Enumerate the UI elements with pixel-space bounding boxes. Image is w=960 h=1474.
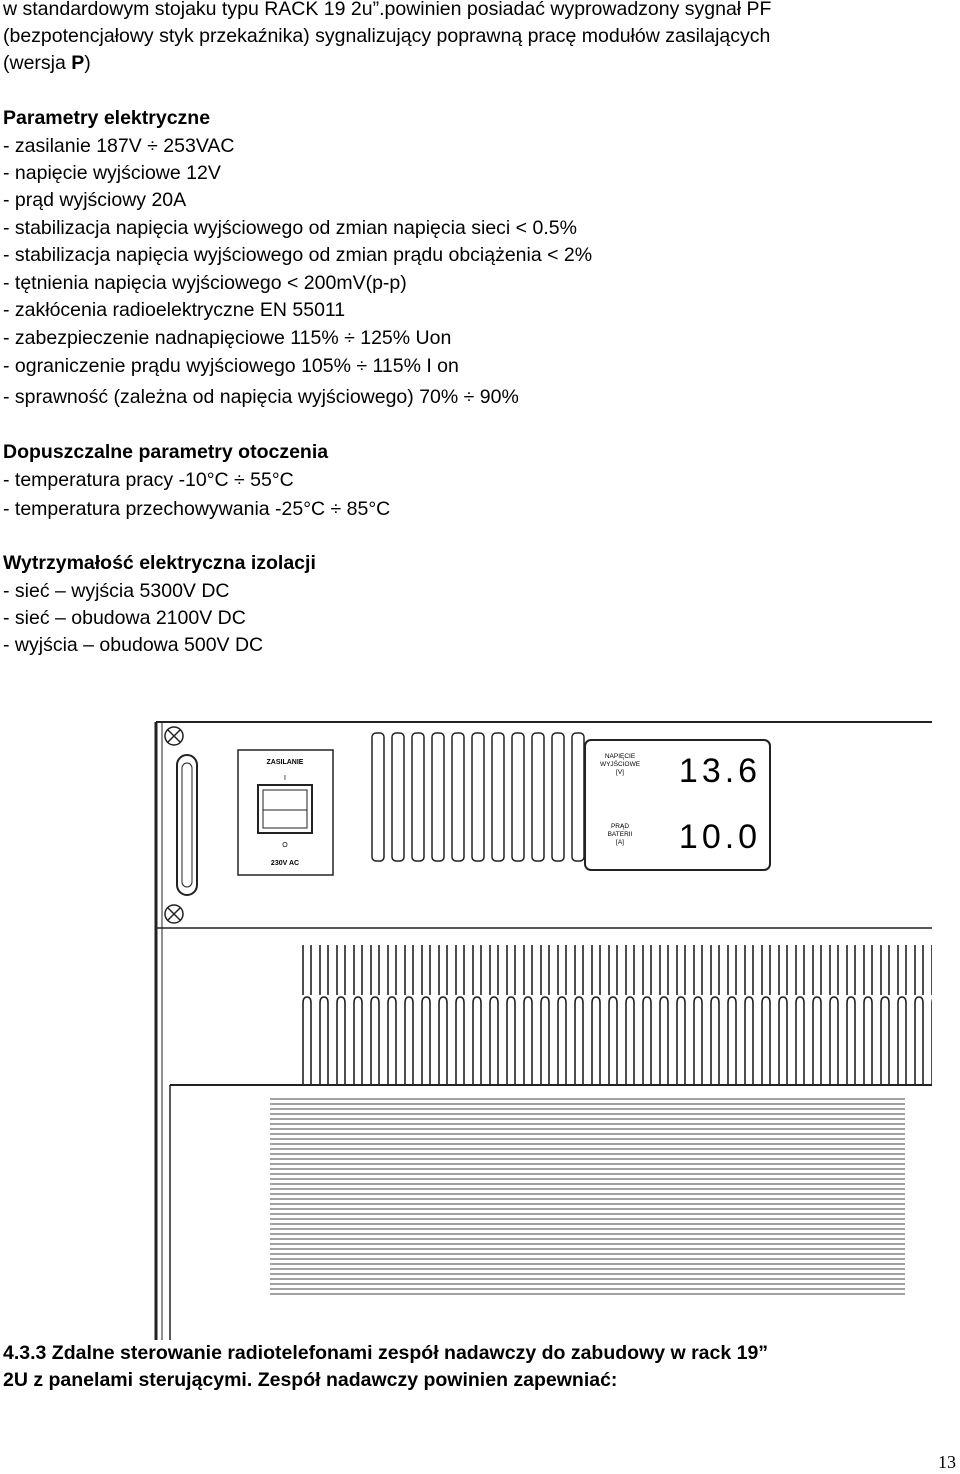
environment-heading: Dopuszczalne parametry otoczenia — [3, 441, 329, 463]
rack-power-supply-figure — [0, 715, 960, 1345]
electrical-item: - prąd wyjściowy 20A — [3, 189, 187, 211]
intro-line-3 — [3, 50, 91, 77]
intro-line-3-pre: (wersja — [3, 52, 72, 74]
electrical-item: - ograniczenie prądu wyjściowego 105% ÷ 115% I on — [3, 355, 459, 377]
electrical-item: - zabezpieczenie nadnapięciowe 115% ÷ 125% Uon — [3, 327, 452, 349]
meter-2-display: 10.0 — [678, 818, 762, 856]
page-number: 13 — [938, 1452, 956, 1472]
intro-line-2: (bezpotencjałowy styk przekaźnika) sygnalizujący poprawną pracę modułów zasilających — [3, 25, 771, 47]
intro-line-1: w standardowym stojaku typu RACK 19 2u”.powinien posiadać wyprowadzony sygnał PF — [3, 0, 772, 20]
electrical-item: - tętnienia napięcia wyjściowego < 200mV(p-p) — [3, 272, 407, 294]
switch-on-marker: I — [284, 775, 286, 782]
electrical-item: - stabilizacja napięcia wyjściowego od zmian napięcia sieci < 0.5% — [3, 217, 577, 239]
intro-line-3-post: ) — [84, 52, 91, 74]
handle — [177, 755, 197, 895]
meter-2-label-line-2: BATERII — [607, 831, 633, 838]
switch-voltage-label: 230V AC — [270, 860, 300, 867]
cover-louvres — [170, 1085, 932, 1340]
electrical-item: - zakłócenia radioelektryczne EN 55011 — [3, 299, 346, 321]
section-433-line-1: 4.3.3 Zdalne sterowanie radiotelefonami zespół nadawczy do zabudowy w rack 19” — [3, 1342, 769, 1364]
electrical-item: - napięcie wyjściowe 12V — [3, 162, 221, 184]
switch-off-marker: O — [282, 842, 288, 849]
meter-1-label-line-2: WYJŚCIOWE — [599, 761, 641, 768]
intro-version-letter: P — [71, 52, 85, 74]
screw-icon-top — [165, 727, 183, 745]
environment-item: - temperatura pracy -10°C ÷ 55°C — [3, 469, 294, 491]
meter-1-label-line-3: [V] — [616, 769, 624, 776]
screw-icon-bottom — [165, 905, 183, 923]
electrical-item: - sprawność (zależna od napięcia wyjściowego) 70% ÷ 90% — [3, 386, 519, 408]
power-switch-panel — [238, 750, 333, 875]
electrical-heading: Parametry elektryczne — [3, 107, 211, 129]
power-switch-label: ZASILANIE — [266, 759, 304, 766]
meter-1-label-line-1: NAPIĘCIE — [604, 753, 636, 760]
meters-panel — [585, 740, 770, 870]
environment-item: - temperatura przechowywania -25°C ÷ 85°C — [3, 498, 391, 520]
meter-2-label-line-3: [A] — [616, 839, 624, 846]
insulation-item: - sieć – wyjścia 5300V DC — [3, 580, 230, 602]
electrical-item: - stabilizacja napięcia wyjściowego od zmian prądu obciążenia < 2% — [3, 244, 593, 266]
heatsink — [300, 945, 932, 1085]
insulation-item: - wyjścia – obudowa 500V DC — [3, 634, 264, 656]
meter-2-label-line-1: PRĄD — [610, 823, 630, 830]
section-433-line-2: 2U z panelami sterującymi. Zespół nadawczy powinien zapewniać: — [3, 1369, 618, 1391]
meter-1-display: 13.6 — [678, 752, 762, 790]
insulation-heading: Wytrzymałość elektryczna izolacji — [3, 552, 316, 574]
insulation-item: - sieć – obudowa 2100V DC — [3, 607, 246, 629]
ventilation-grille — [372, 733, 584, 861]
electrical-item: - zasilanie 187V ÷ 253VAC — [3, 135, 235, 157]
